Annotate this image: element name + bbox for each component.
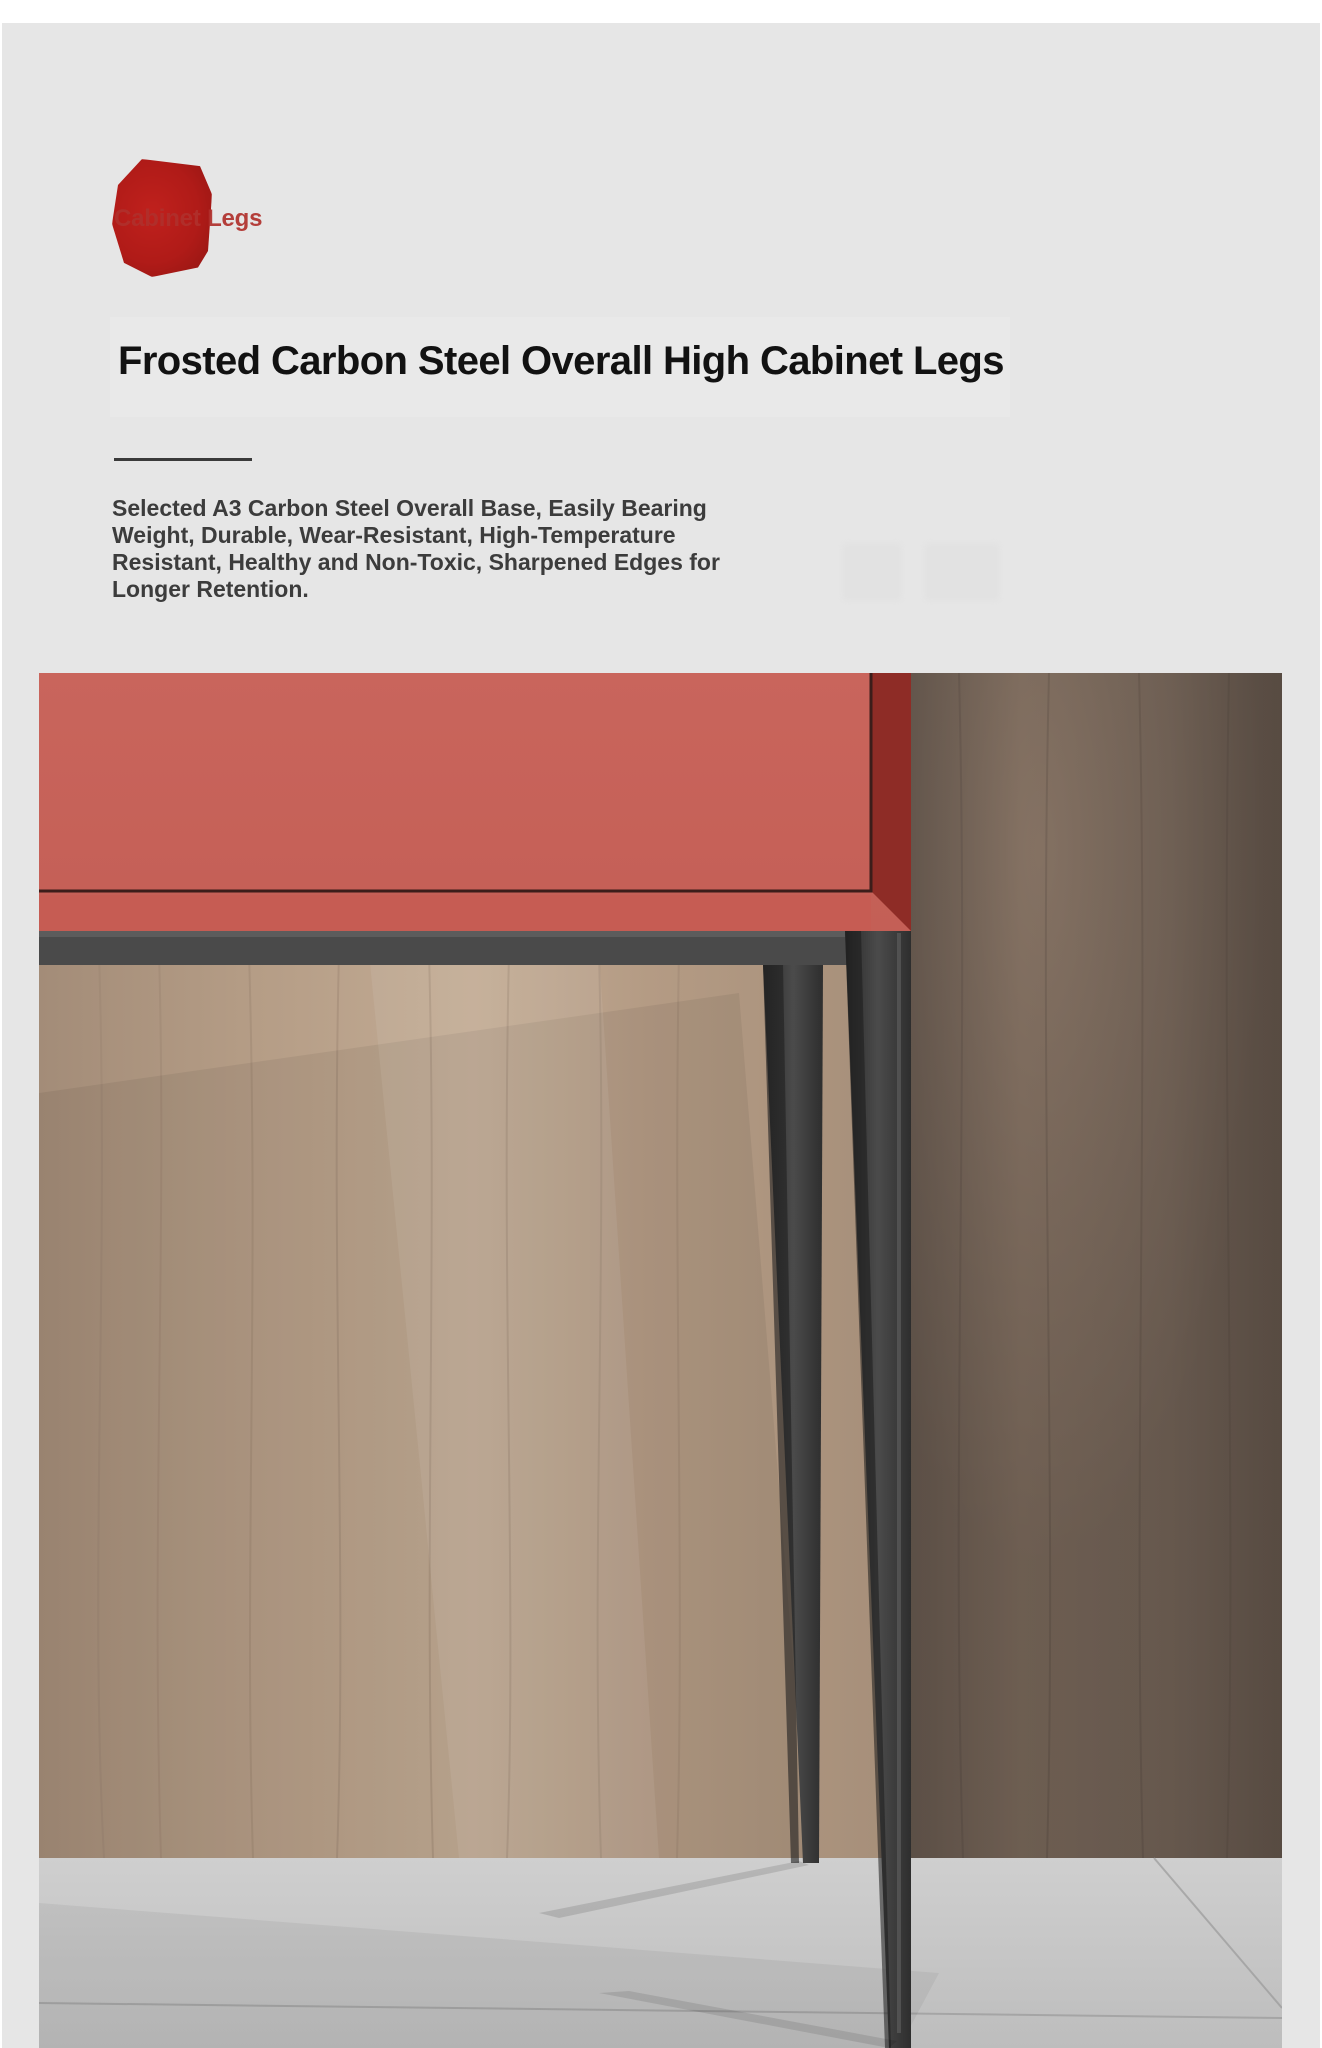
product-photo — [39, 673, 1282, 2048]
product-description: Selected A3 Carbon Steel Overall Base, Easily Bearing Weight, Durable, Wear-Resistant, High-Temperature Resistant, Healthy and Non-Toxic, Sharpened Edges for Longer Retention. — [112, 495, 720, 602]
product-detail-page — [2, 23, 1320, 2048]
faded-decoration — [924, 543, 1000, 601]
brand-badge — [112, 135, 292, 280]
cabinet-leg-illustration — [39, 673, 1282, 2048]
brand-label: Cabinet Legs — [114, 205, 263, 232]
title-divider — [114, 458, 252, 461]
faded-decoration — [842, 543, 902, 601]
page-title: Frosted Carbon Steel Overall High Cabinet Legs — [118, 339, 1004, 383]
